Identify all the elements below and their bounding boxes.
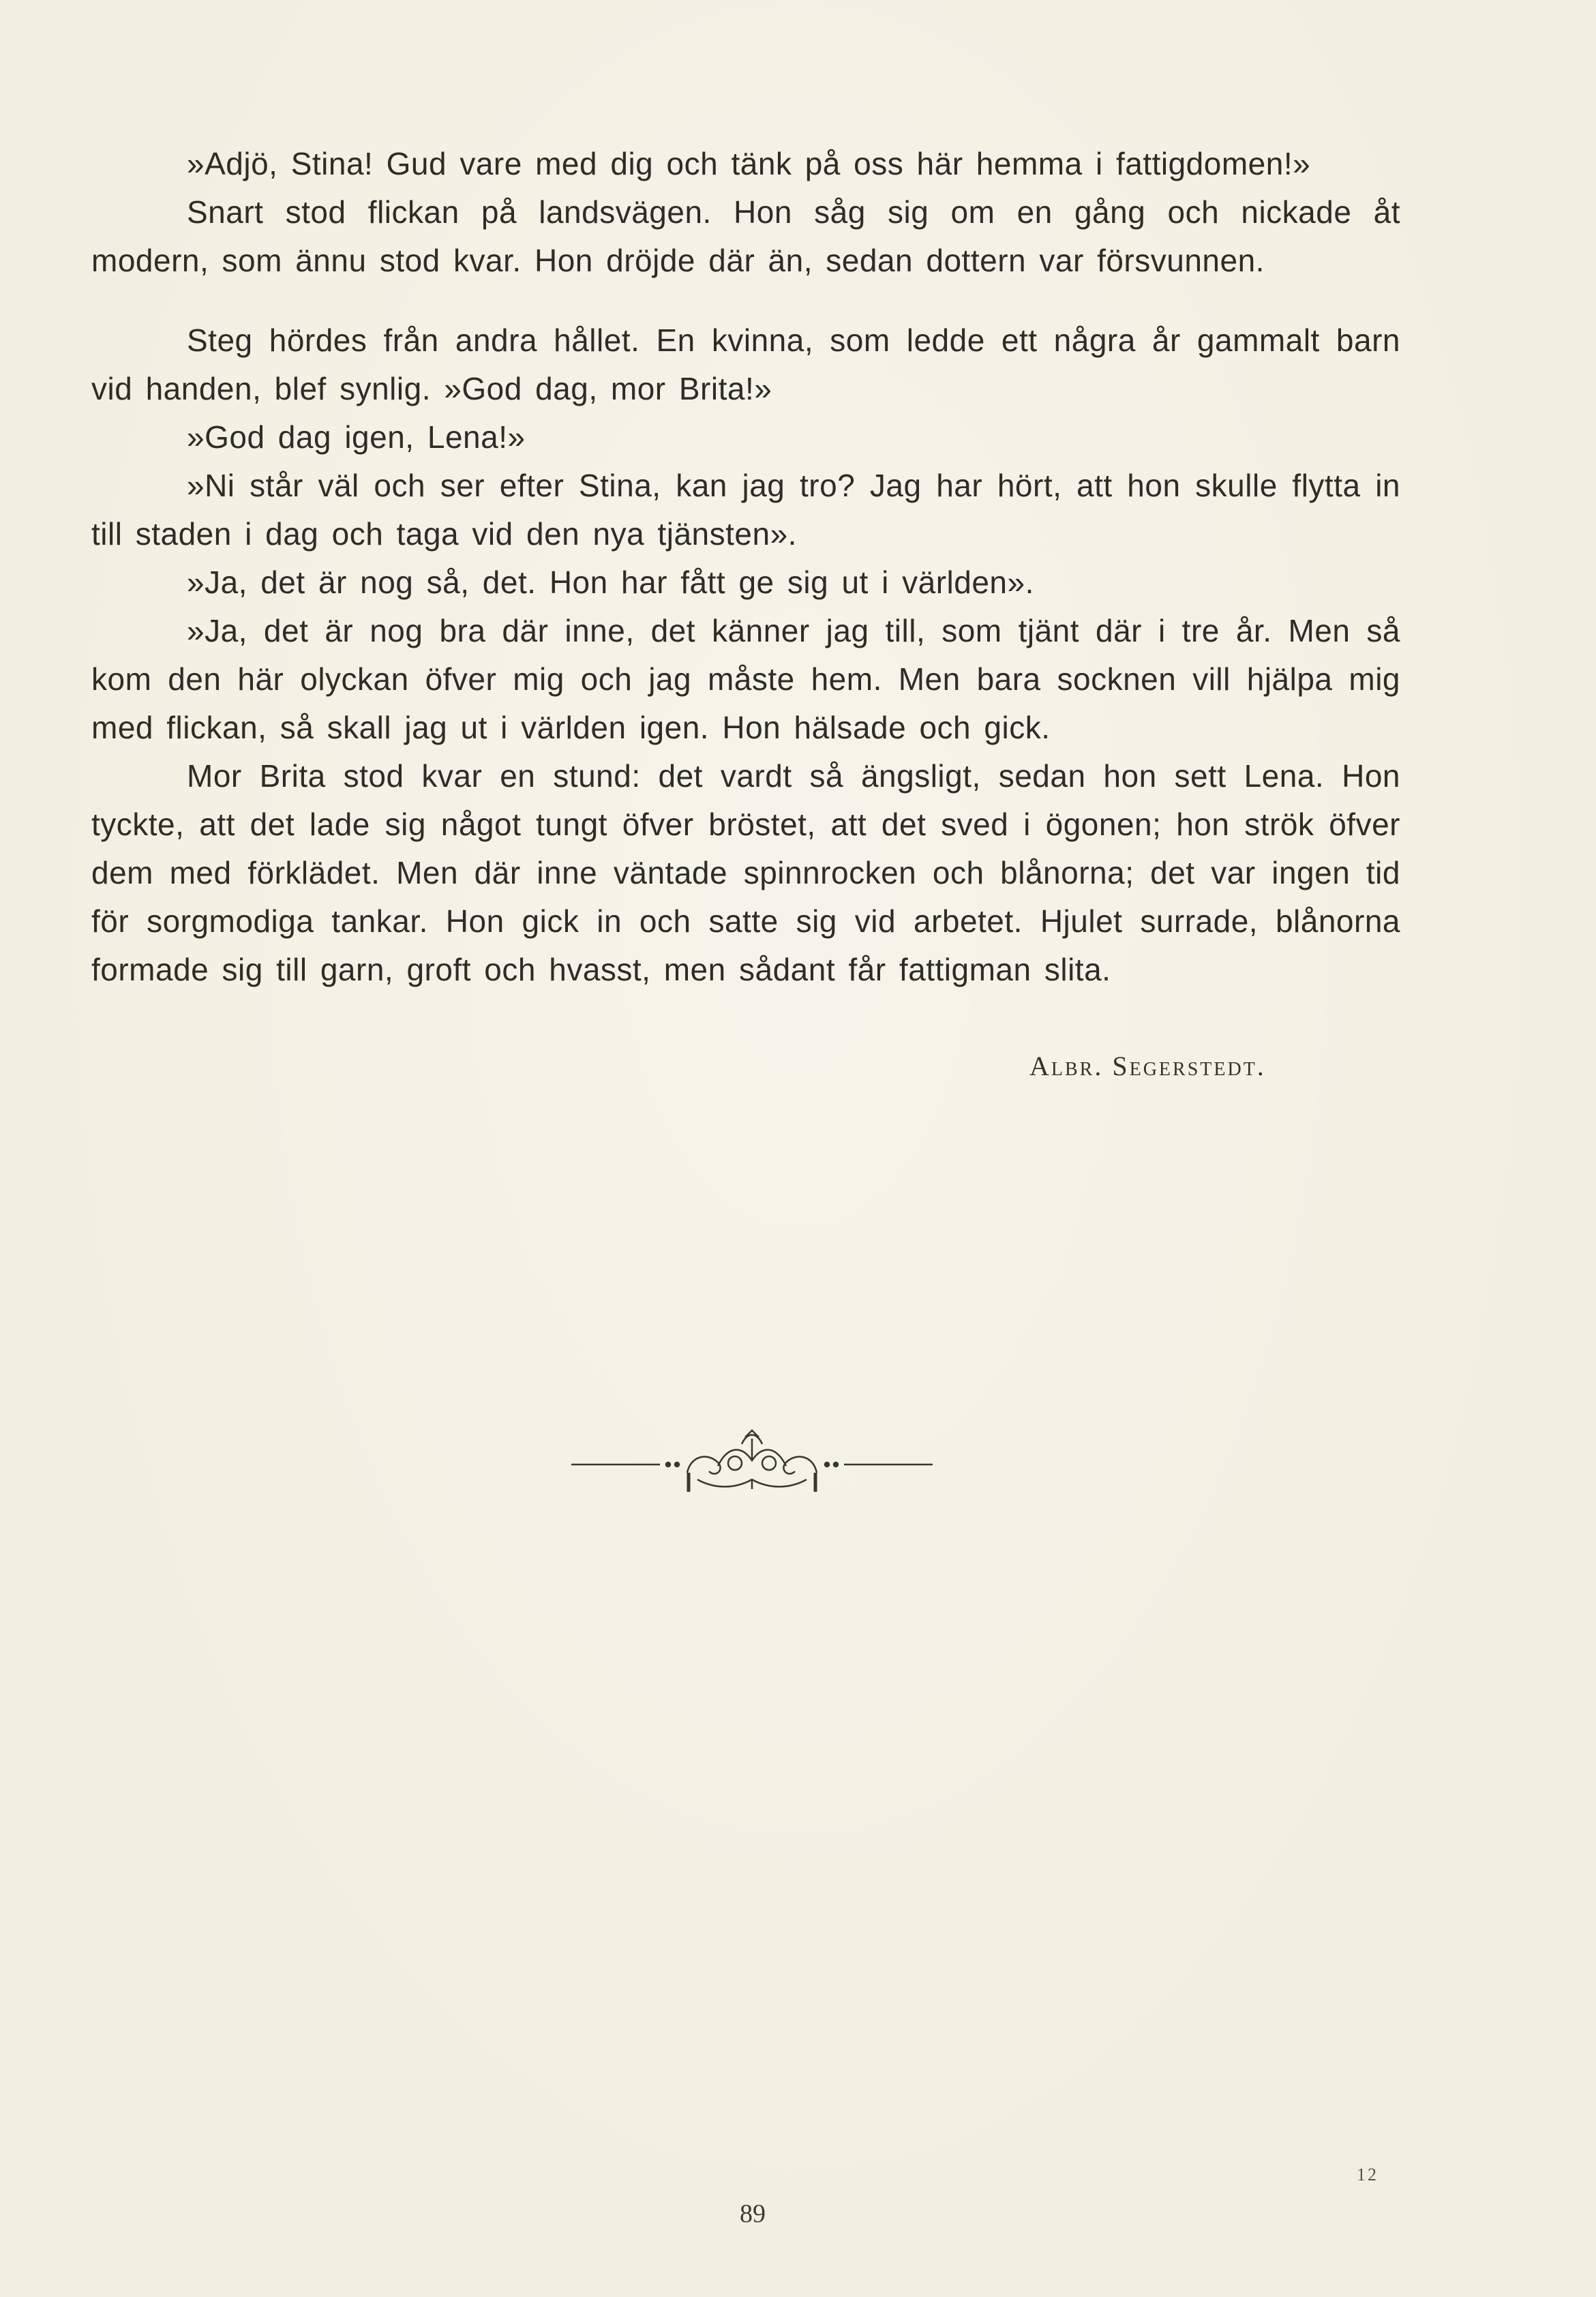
author-signature: Albr. Segerstedt. xyxy=(1029,1051,1266,1081)
printer-signature-mark: 12 xyxy=(1357,2165,1379,2185)
paragraph: »Ni står väl och ser efter Stina, kan jag tro? Jag har hört, att hon skulle flytta in till staden i dag och taga vid den nya tjänsten». xyxy=(91,468,1400,552)
paragraph: Snart stod flickan på landsvägen. Hon såg sig om en gång och nickade åt modern, som ännu stod kvar. Hon dröjde där än, sedan dottern var försvunnen. xyxy=(91,194,1400,278)
paragraph: Steg hördes från andra hållet. En kvinna, som ledde ett några år gammalt barn vid handen, blef synlig. »God dag, mor Brita!» xyxy=(91,322,1400,406)
paragraph: »Adjö, Stina! Gud vare med dig och tänk på oss här hemma i fattigdomen!» xyxy=(187,146,1311,181)
paragraph: »Ja, det är nog bra där inne, det känner jag till, som tjänt där i tre år. Men så kom den här olyckan öfver mig och jag måste hem. Men bara socknen vill hjälpa mig med flickan, så skall jag ut i världen igen. Hon hälsade och gick. xyxy=(91,613,1400,745)
paragraph: Mor Brita stod kvar en stund: det vardt så ängsligt, sedan hon sett Lena. Hon tyckte, att det lade sig något tungt öfver bröstet, att det sved i ögonen; hon strök öfver dem med förklädet. Men där inne väntade spinnrocken och blånorna; det var ingen tid för sorgmodiga tankar. Hon gick in och satte sig vid arbetet. Hjulet surrade, blånorna formade sig till garn, groft och hvasst, men sådant får fattigman slita. xyxy=(91,758,1400,987)
paragraph: »Ja, det är nog så, det. Hon har fått ge sig ut i världen». xyxy=(187,565,1034,600)
story-text xyxy=(91,140,1400,994)
page-number: 89 xyxy=(740,2200,766,2228)
ornament-divider-icon xyxy=(571,1418,933,1500)
paragraph: »God dag igen, Lena!» xyxy=(187,419,526,455)
